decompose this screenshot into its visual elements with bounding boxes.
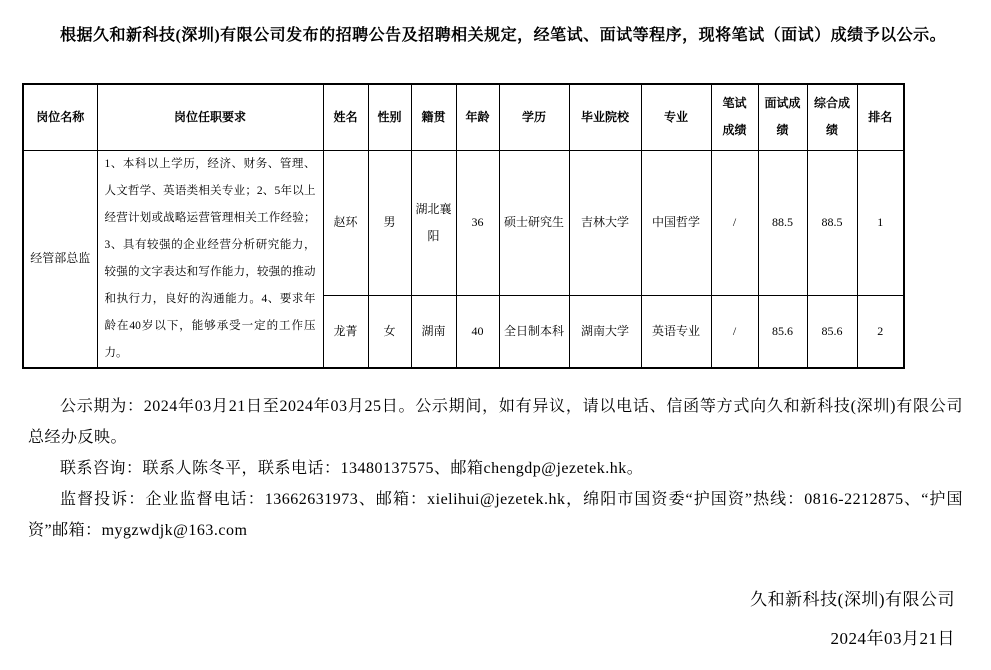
header-major: 专业 bbox=[641, 84, 711, 150]
header-name: 姓名 bbox=[323, 84, 368, 150]
gender-cell: 男 bbox=[368, 150, 411, 295]
header-hometown: 籍贯 bbox=[411, 84, 456, 150]
position-name-cell: 经管部总监 bbox=[23, 150, 97, 368]
written-score-cell: / bbox=[711, 295, 758, 368]
hometown-cell: 湖南 bbox=[411, 295, 456, 368]
header-position-requirements: 岗位任职要求 bbox=[97, 84, 323, 150]
interview-score-cell: 88.5 bbox=[758, 150, 807, 295]
hometown-cell: 湖北襄阳 bbox=[411, 150, 456, 295]
school-cell: 吉林大学 bbox=[569, 150, 641, 295]
header-age: 年龄 bbox=[456, 84, 499, 150]
major-cell: 中国哲学 bbox=[641, 150, 711, 295]
header-overall-score: 综合成绩 bbox=[807, 84, 857, 150]
age-cell: 36 bbox=[456, 150, 499, 295]
major-cell: 英语专业 bbox=[641, 295, 711, 368]
header-school: 毕业院校 bbox=[569, 84, 641, 150]
header-position-name: 岗位名称 bbox=[23, 84, 97, 150]
requirements-cell: 1、本科以上学历，经济、财务、管理、人文哲学、英语类相关专业；2、5年以上经营计划或战略运营管理相关工作经验；3、具有较强的企业经营分析研究能力，较强的文字表达和写作能力，较强的推动和执行力，良好的沟通能力。4、要求年龄在40岁以下，能够承受一定的工作压力。 bbox=[97, 150, 323, 368]
candidate-row-1 bbox=[23, 150, 904, 295]
education-cell: 全日制本科 bbox=[499, 295, 569, 368]
footer-company: 久和新科技(深圳)有限公司 bbox=[750, 590, 955, 609]
gender-cell: 女 bbox=[368, 295, 411, 368]
age-cell: 40 bbox=[456, 295, 499, 368]
education-cell: 硕士研究生 bbox=[499, 150, 569, 295]
intro-paragraph: 根据久和新科技(深圳)有限公司发布的招聘公告及招聘相关规定，经笔试、面试等程序，现将笔试（面试）成绩予以公示。 bbox=[60, 27, 947, 44]
header-written-score: 笔试成绩 bbox=[711, 84, 758, 150]
header-education: 学历 bbox=[499, 84, 569, 150]
overall-score-cell: 88.5 bbox=[807, 150, 857, 295]
publicity-period-paragraph: 公示期为：2024年03月21日至2024年03月25日。公示期间，如有异议，请以电话、信函等方式向久和新科技(深圳)有限公司 总经办反映。 bbox=[28, 397, 963, 446]
overall-score-cell: 85.6 bbox=[807, 295, 857, 368]
table-header-row bbox=[23, 84, 904, 150]
rank-cell: 2 bbox=[857, 295, 904, 368]
written-score-cell: / bbox=[711, 150, 758, 295]
footer-date: 2024年03月21日 bbox=[830, 629, 955, 648]
interview-score-cell: 85.6 bbox=[758, 295, 807, 368]
name-cell: 龙菁 bbox=[323, 295, 368, 368]
supervision-paragraph: 监督投诉：企业监督电话：13662631973、邮箱：xielihui@jezetek.hk，绵阳市国资委“护国资”热线：0816-2212875、“护国资”邮箱：mygzwdjk@163.com bbox=[28, 490, 963, 539]
contact-paragraph: 联系咨询：联系人陈冬平，联系电话：13480137575、邮箱chengdp@jezetek.hk。 bbox=[60, 459, 644, 477]
header-gender: 性别 bbox=[368, 84, 411, 150]
scores-table bbox=[22, 83, 905, 369]
header-interview-score: 面试成绩 bbox=[758, 84, 807, 150]
header-rank: 排名 bbox=[857, 84, 904, 150]
rank-cell: 1 bbox=[857, 150, 904, 295]
name-cell: 赵环 bbox=[323, 150, 368, 295]
school-cell: 湖南大学 bbox=[569, 295, 641, 368]
signature-block bbox=[750, 580, 955, 658]
